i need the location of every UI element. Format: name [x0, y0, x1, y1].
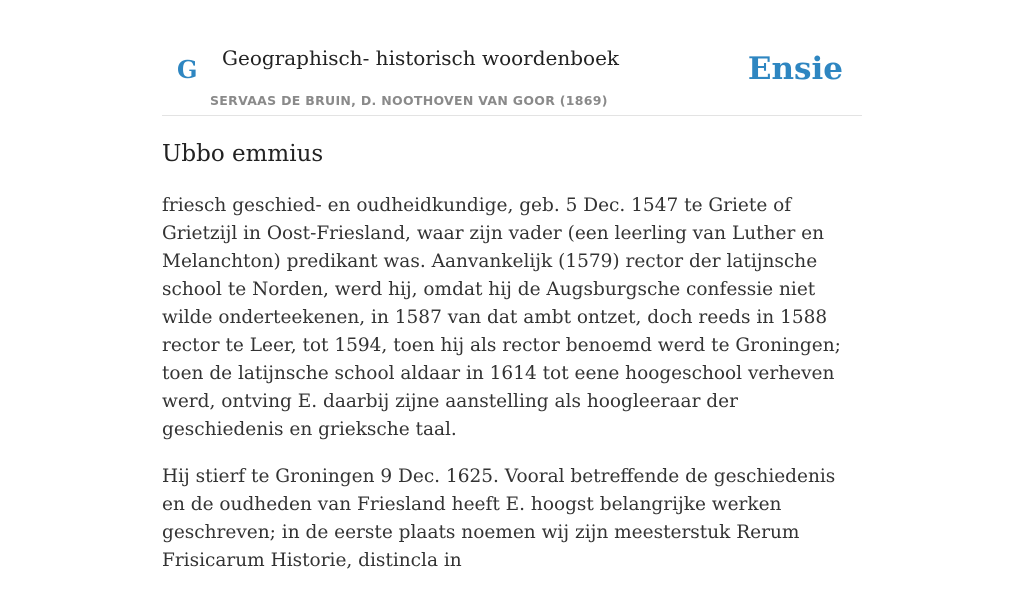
book-header: [162, 0, 862, 116]
book-letter-icon[interactable]: G: [177, 55, 198, 84]
entry-paragraph: Hij stierf te Groningen 9 Dec. 1625. Vooral betreffende de geschiedenis en de oudheden van Friesland heeft E. hoogst belangrijke werken geschreven; in de eerste plaats noemen wij zijn meesterstuk Rerum Frisicarum Historie, distincla in: [162, 466, 836, 571]
entry-title: Ubbo emmius: [162, 141, 324, 167]
book-author: SERVAAS DE BRUIN, D. NOOTHOVEN VAN GOOR (1869): [210, 93, 608, 108]
ensie-logo-link[interactable]: Ensie: [747, 51, 843, 87]
entry-body: [162, 192, 862, 594]
entry-paragraph: friesch geschied- en oudheidkundige, geb. 5 Dec. 1547 te Griete of Grietzijl in Oost-Friesland, waar zijn vader (een leerling van Luther en Melanchton) predikant was. Aanvankelijk (1579) rector der latijnsche school te Norden, werd hij, omdat hij de Augsburgsche confessie niet wilde onderteekenen, in 1587 van dat ambt ontzet, doch reeds in 1588 rector te Leer, tot 1594, toen hij als rector benoemd werd te Groningen; toen de latijnsche school aldaar in 1614 tot eene hoogeschool verheven werd, ontving E. daarbij zijne aanstelling als hoogleeraar der geschiedenis en grieksche taal.: [162, 195, 841, 440]
book-title-link[interactable]: Geographisch- historisch woordenboek: [222, 46, 620, 70]
